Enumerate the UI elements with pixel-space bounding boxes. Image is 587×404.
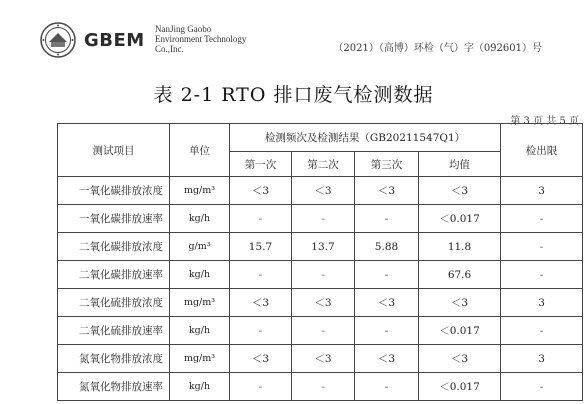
cell-second: ＜3 bbox=[292, 289, 355, 317]
table-row bbox=[58, 205, 583, 233]
header-second: 第二次 bbox=[292, 152, 355, 177]
company-line: Environment Technology bbox=[155, 34, 247, 44]
table-title: 表 2-1 RTO 排口废气检测数据 bbox=[153, 84, 434, 106]
cell-limit: 3 bbox=[501, 289, 583, 317]
company-line: NanJing Gaobo bbox=[155, 24, 212, 34]
cell-second: - bbox=[292, 373, 355, 401]
cell-limit: 3 bbox=[501, 345, 583, 373]
cell-first: 15.7 bbox=[230, 233, 292, 261]
cell-item: 一氧化碳排放速率 bbox=[58, 205, 170, 233]
cell-mean: ＜0.017 bbox=[419, 373, 501, 401]
cell-second: - bbox=[292, 205, 355, 233]
emission-data-table bbox=[57, 123, 583, 401]
cell-second: - bbox=[292, 317, 355, 345]
company-seal-logo bbox=[40, 22, 76, 58]
table-row bbox=[58, 289, 583, 317]
cell-second: - bbox=[292, 261, 355, 289]
cell-limit: - bbox=[501, 261, 583, 289]
cell-second: 13.7 bbox=[292, 233, 355, 261]
brand-name: GBEM bbox=[84, 30, 145, 51]
cell-first: ＜3 bbox=[230, 345, 292, 373]
header-detection-limit: 检出限 bbox=[501, 124, 583, 177]
cell-third: - bbox=[355, 317, 419, 345]
cell-limit: 3 bbox=[501, 177, 583, 205]
table-row bbox=[58, 233, 583, 261]
report-number: （2021）（高博）环检（气）字（092601）号 bbox=[333, 43, 542, 54]
cell-limit: - bbox=[501, 373, 583, 401]
page-indicator: 第 3 页 共 5 页 bbox=[510, 116, 579, 127]
table-row bbox=[58, 261, 583, 289]
cell-mean: ＜0.017 bbox=[419, 317, 501, 345]
cell-mean: ＜3 bbox=[419, 177, 501, 205]
cell-unit: kg/h bbox=[170, 373, 230, 401]
cell-first: - bbox=[230, 373, 292, 401]
cell-mean: ＜3 bbox=[419, 345, 501, 373]
cell-item: 二氧化硫排放浓度 bbox=[58, 289, 170, 317]
cell-mean: ＜0.017 bbox=[419, 205, 501, 233]
cell-third: ＜3 bbox=[355, 345, 419, 373]
cell-item: 二氧化碳排放浓度 bbox=[58, 233, 170, 261]
header-item: 测试项目 bbox=[58, 124, 170, 177]
cell-first: ＜3 bbox=[230, 289, 292, 317]
cell-item: 二氧化硫排放速率 bbox=[58, 317, 170, 345]
table-row bbox=[58, 177, 583, 205]
cell-unit: g/m³ bbox=[170, 233, 230, 261]
table-row bbox=[58, 373, 583, 401]
cell-mean: 11.8 bbox=[419, 233, 501, 261]
cell-third: - bbox=[355, 205, 419, 233]
cell-first: ＜3 bbox=[230, 177, 292, 205]
cell-item: 氮氧化物排放浓度 bbox=[58, 345, 170, 373]
cell-mean: 67.6 bbox=[419, 261, 501, 289]
cell-first: - bbox=[230, 317, 292, 345]
cell-item: 一氧化碳排放浓度 bbox=[58, 177, 170, 205]
cell-unit: mg/m³ bbox=[170, 177, 230, 205]
cell-first: - bbox=[230, 261, 292, 289]
cell-second: ＜3 bbox=[292, 345, 355, 373]
cell-unit: mg/m³ bbox=[170, 289, 230, 317]
document-header bbox=[0, 0, 587, 70]
cell-third: ＜3 bbox=[355, 177, 419, 205]
header-results-group: 检测频次及检测结果（GB20211547Q1） bbox=[230, 124, 501, 152]
cell-mean: ＜3 bbox=[419, 289, 501, 317]
cell-limit: - bbox=[501, 205, 583, 233]
cell-unit: kg/h bbox=[170, 205, 230, 233]
cell-limit: - bbox=[501, 317, 583, 345]
cell-third: ＜3 bbox=[355, 289, 419, 317]
header-third: 第三次 bbox=[355, 152, 419, 177]
cell-unit: mg/m³ bbox=[170, 345, 230, 373]
cell-first: - bbox=[230, 205, 292, 233]
cell-unit: kg/h bbox=[170, 317, 230, 345]
cell-limit: - bbox=[501, 233, 583, 261]
table-row bbox=[58, 345, 583, 373]
header-first: 第一次 bbox=[230, 152, 292, 177]
header-unit: 单位 bbox=[170, 124, 230, 177]
cell-third: - bbox=[355, 373, 419, 401]
cell-third: - bbox=[355, 261, 419, 289]
cell-item: 二氧化碳排放速率 bbox=[58, 261, 170, 289]
cell-unit: kg/h bbox=[170, 261, 230, 289]
header-mean: 均值 bbox=[419, 152, 501, 177]
cell-second: ＜3 bbox=[292, 177, 355, 205]
cell-item: 氮氧化物排放速率 bbox=[58, 373, 170, 401]
table-row bbox=[58, 317, 583, 345]
company-line: Co.,Inc. bbox=[155, 44, 184, 54]
cell-third: 5.88 bbox=[355, 233, 419, 261]
company-name bbox=[155, 24, 246, 54]
